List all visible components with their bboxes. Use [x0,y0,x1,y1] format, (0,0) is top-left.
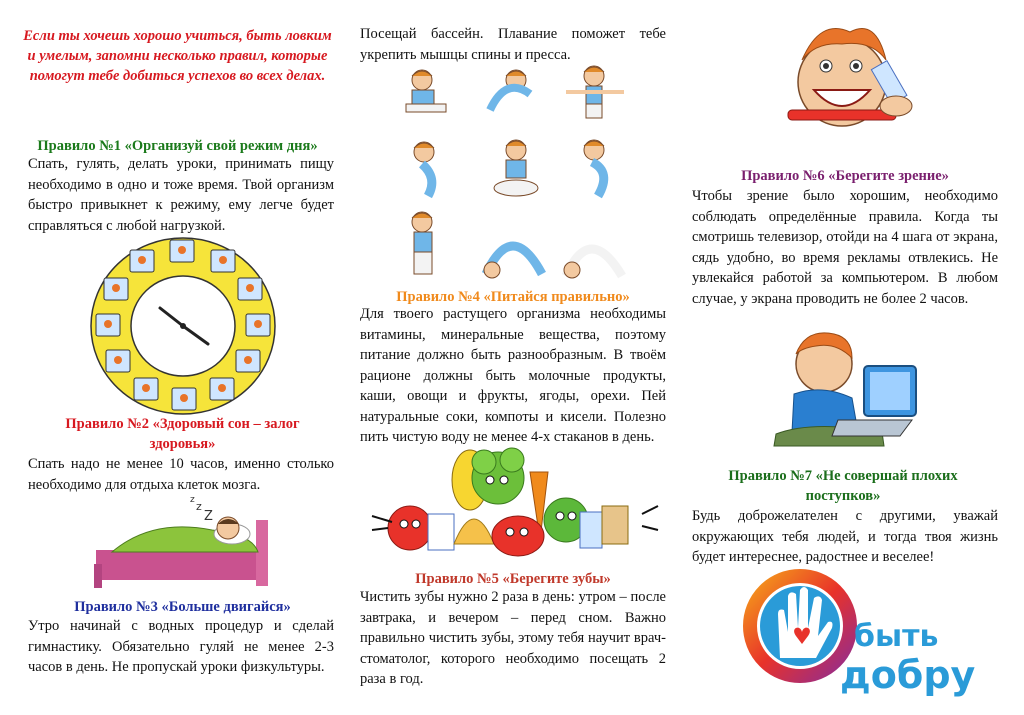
swimming-text: Посещай бассейн. Плавание поможет тебе укрепить мышцы спины и пресса. [360,26,666,63]
rule-4-text: Для твоего растущего организма необходимы витамины, минеральные вещества, поэтому питание должно быть разнообразным. В твоём рационе должны быть молочные продукты, каши, овощи и фрукты, ягоды, орехи. Пей натуральные соки, компоты и кисели. Полезно пить чистую воду не менее 4-х стаканов в день. [360,306,666,445]
rule-6-text: Чтобы зрение было хорошим, необходимо соблюдать определённые правила. Когда ты смотришь телевизор, отойди на 4 шага от экрана, сядь удобно, во время рекламы отвлекись. Не увлекайся работой за компьютером. В любом случае, у экрана проводить не более 2 часов. [692,188,998,307]
rule-4-title: Правило №4 «Питайся правильно» [396,289,630,305]
rule-1-title: Правило №1 «Организуй свой режим дня» [37,138,318,154]
svg-text:z: z [196,500,202,513]
svg-text:z: z [190,495,195,505]
intro-text: Если ты хочешь хорошо учиться, быть ловким и умелым, запомни несколько правил, которые помогут тебе добиться успехов во всех делах. [23,28,332,84]
rule-2-text: Спать надо не менее 10 часов, именно столько необходимо для отдыха клеток мозга. [28,456,334,493]
daily-routine-clock-image [88,236,278,416]
rule-6-title: Правило №6 «Берегите зрение» [741,168,949,184]
rule-5-title: Правило №5 «Берегите зубы» [415,571,611,587]
rule-7-title: Правило №7 «Не совершай плохих поступков» [728,468,958,504]
exercising-boy-image [398,62,636,286]
be-kind-logo [744,566,976,697]
logo-text-line1: быть [854,619,939,654]
boy-with-laptop-image [772,324,924,454]
healthy-food-image [370,444,660,568]
rule-2-title: Правило №2 «Здоровый сон – залог здоровья» [65,416,300,452]
svg-text:Z: Z [204,509,213,524]
rule-3-title: Правило №3 «Больше двигайся» [74,599,291,615]
sleeping-boy-image [92,490,272,590]
rule-7-text: Будь доброжелателен с другими, уважай окружающих тебя людей, и тогда твоя жизнь будет интереснее, радостнее и веселее! [692,508,998,565]
rule-5-text: Чистить зубы нужно 2 раза в день: утром – после завтрака, и вечером – перед сном. Важно правильно чистить зубы, этому тебя научит врач-стоматолог, которого необходимо посещать 2 раза в год. [360,589,666,687]
rule-3-text: Утро начинай с водных процедур и сделай гимнастику. Обязательно гуляй не менее 2-3 часов в день. Не пропускай уроки физкультуры. [28,618,334,675]
rule-1-text: Спать, гулять, делать уроки, принимать пищу необходимо в одно и тоже время. Твой организм быстро привыкнет к режиму, ему легче будет справляться с любой нагрузкой. [28,156,334,234]
brushing-teeth-boy-image [780,18,930,154]
logo-text-line2: добру [840,653,976,697]
